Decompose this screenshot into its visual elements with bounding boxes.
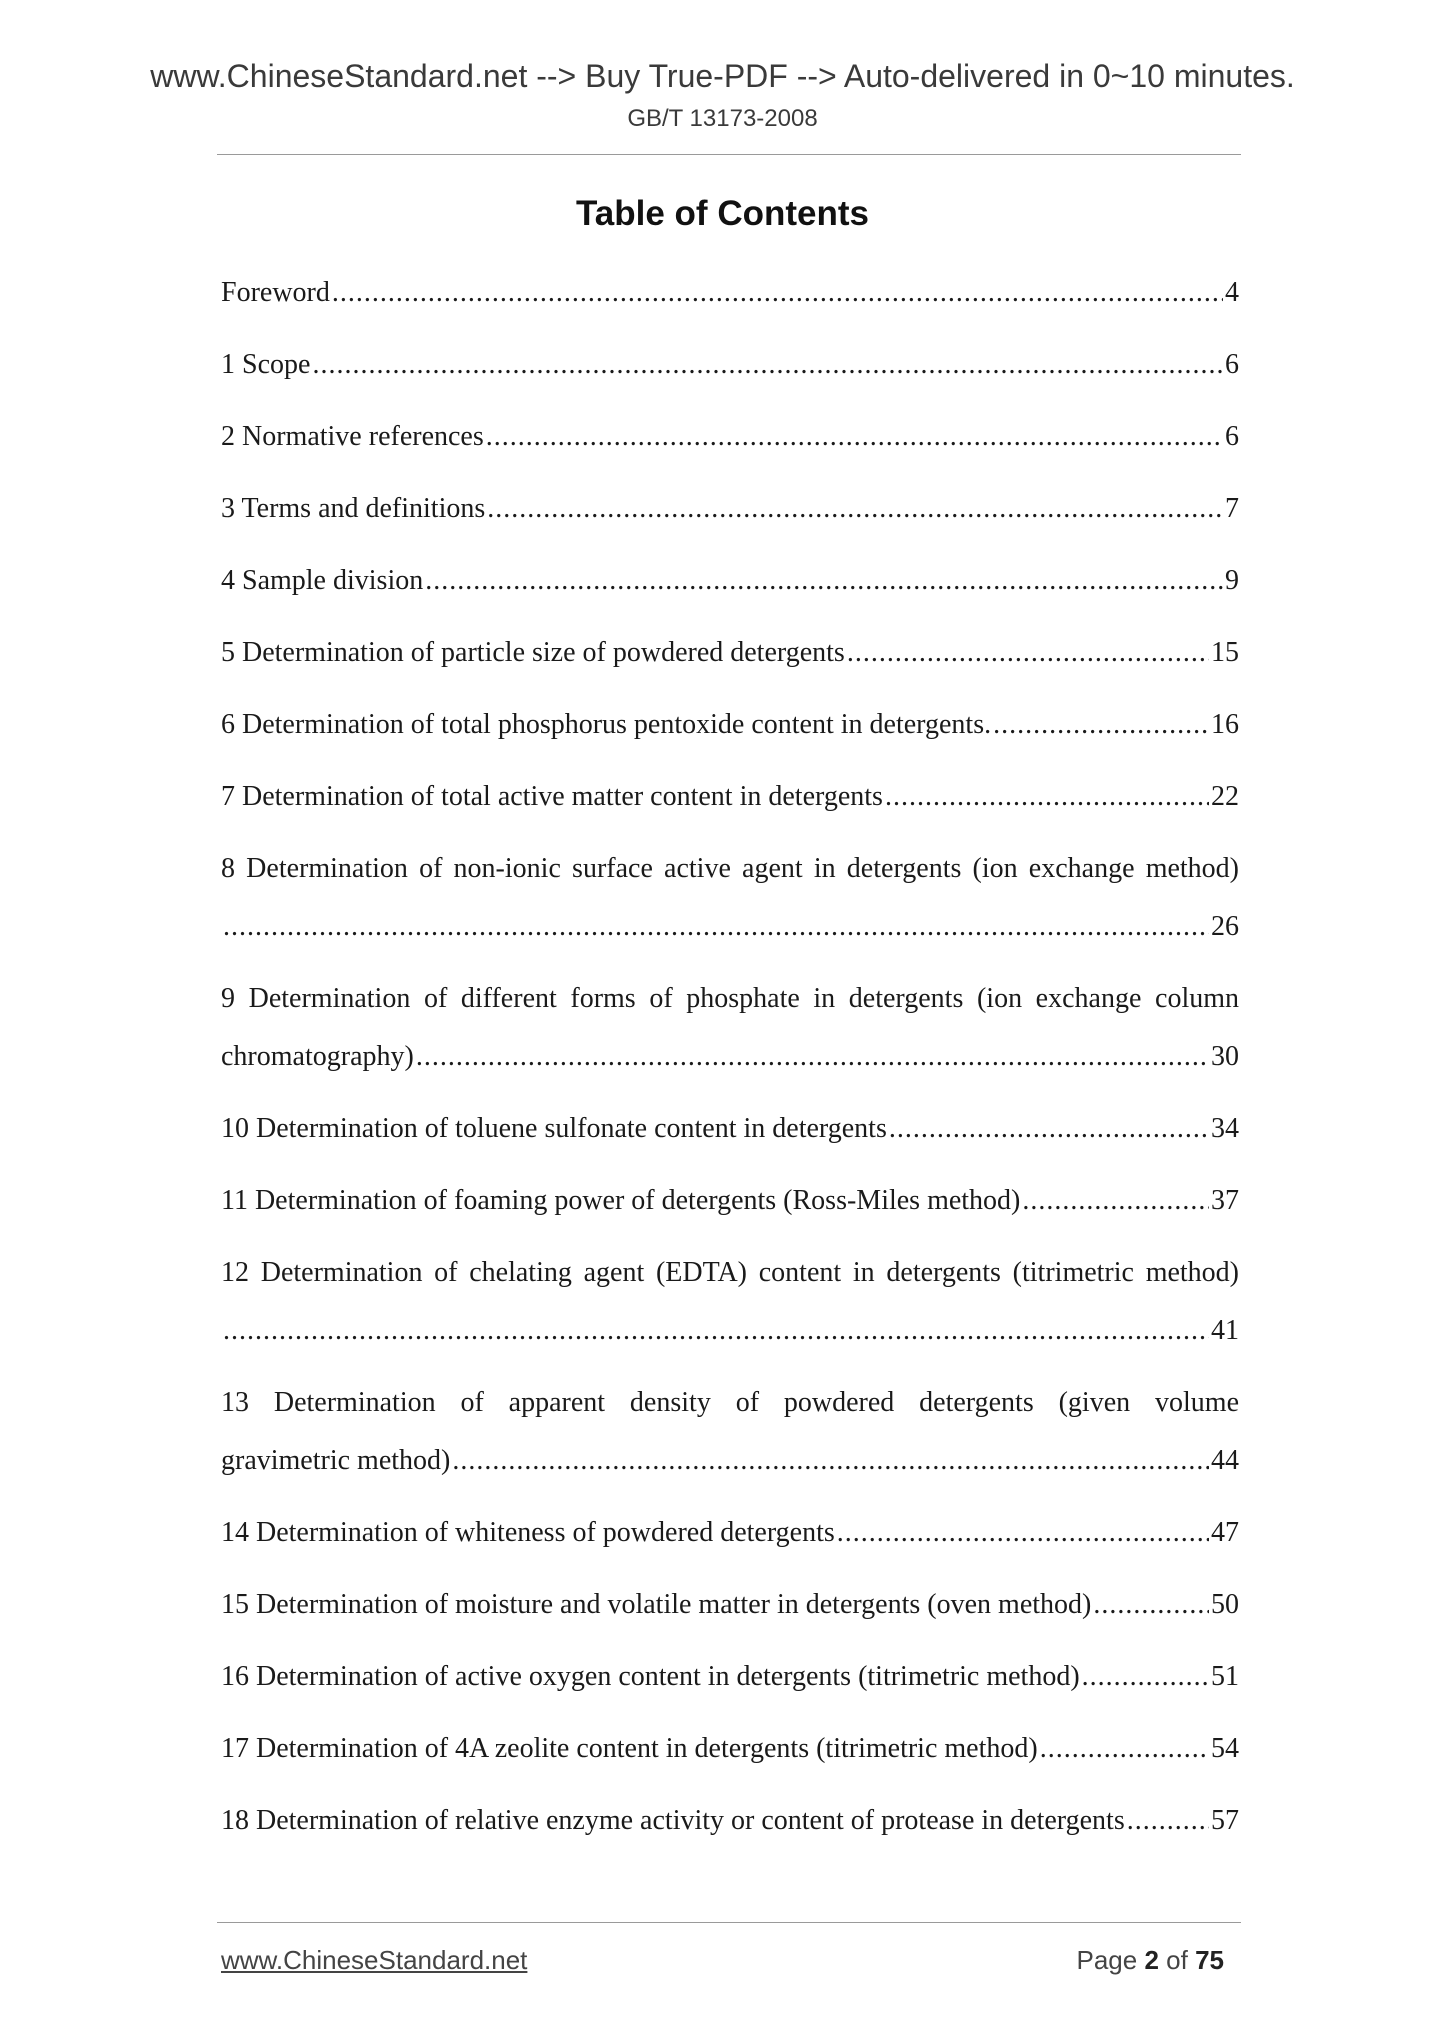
toc-entry[interactable] (221, 345, 1239, 403)
footer-divider (217, 1922, 1241, 1923)
dot-leader (452, 1441, 1209, 1481)
toc-entry-text-cont: chromatography) (221, 1041, 414, 1072)
page-current: 2 (1144, 1945, 1159, 1975)
toc-entry-text: 10 Determination of toluene sulfonate content in detergents (221, 1113, 887, 1144)
toc-entry[interactable] (221, 1657, 1239, 1715)
toc-entry-text: 1 Scope (221, 349, 311, 380)
toc-entry-text: 18 Determination of relative enzyme activity or content of protease in detergents (221, 1805, 1125, 1836)
dot-leader (993, 705, 1209, 745)
toc-entry-page: 34 (1211, 1113, 1239, 1144)
toc-entry-page: 6 (1225, 349, 1239, 380)
toc-entry-text: 13 Determination of apparent density of powdered detergents (given volume (221, 1387, 1239, 1418)
dot-leader (223, 1311, 1209, 1351)
toc-entry[interactable] (221, 633, 1239, 691)
toc-entry-text: Foreword (221, 277, 330, 308)
dot-leader (847, 633, 1209, 673)
toc-entry-page: 9 (1225, 565, 1239, 596)
toc-entry[interactable] (221, 705, 1239, 763)
dot-leader (487, 489, 1223, 529)
dot-leader (837, 1513, 1209, 1553)
toc-entry-text: 6 Determination of total phosphorus pentoxide content in detergents. (221, 709, 992, 740)
dot-leader (1093, 1585, 1209, 1625)
standard-id: GB/T 13173-2008 (627, 105, 818, 132)
toc-entry[interactable] (221, 1513, 1239, 1571)
toc-entry[interactable] (221, 273, 1239, 331)
dot-leader (885, 777, 1209, 817)
dot-leader (425, 561, 1223, 601)
toc-entry[interactable] (221, 1181, 1239, 1239)
dot-leader (889, 1109, 1209, 1149)
toc-entry[interactable] (221, 1109, 1239, 1167)
toc-entry-page: 4 (1225, 277, 1239, 308)
toc-entry[interactable] (221, 1585, 1239, 1643)
toc-entry-text: 12 Determination of chelating agent (EDTA) content in detergents (titrimetric method) (221, 1257, 1239, 1288)
toc-entry-text: 14 Determination of whiteness of powdered detergents (221, 1517, 835, 1548)
toc-entry-text: 17 Determination of 4A zeolite content in detergents (titrimetric method) (221, 1733, 1038, 1764)
header-banner: www.ChineseStandard.net --> Buy True-PDF --> Auto-delivered in 0~10 minutes. (150, 58, 1295, 94)
header-divider (217, 154, 1241, 155)
toc-entry-text: 9 Determination of different forms of phosphate in detergents (ion exchange column (221, 983, 1239, 1014)
toc-entry-page: 16 (1211, 709, 1239, 740)
page-total: 75 (1195, 1945, 1224, 1975)
toc-entry-text-cont: gravimetric method) (221, 1445, 451, 1476)
page-indicator (1076, 1944, 1224, 1976)
footer-site-link[interactable]: www.ChineseStandard.net (221, 1945, 528, 1975)
toc-entry-page: 15 (1211, 637, 1239, 668)
dot-leader (486, 417, 1223, 457)
toc-entry[interactable] (221, 489, 1239, 547)
dot-leader (1127, 1801, 1209, 1841)
dot-leader (312, 345, 1223, 385)
toc-entry-page: 54 (1211, 1733, 1239, 1764)
table-of-contents (221, 273, 1239, 1873)
toc-entry-text: 4 Sample division (221, 565, 424, 596)
toc-entry-page: 57 (1211, 1805, 1239, 1836)
page-prefix: Page (1076, 1945, 1138, 1975)
toc-entry-text: 2 Normative references (221, 421, 484, 452)
toc-entry-page: 44 (1211, 1445, 1239, 1476)
toc-entry-text: 3 Terms and definitions (221, 493, 486, 524)
toc-entry[interactable] (221, 777, 1239, 835)
toc-entry[interactable] (221, 979, 1239, 1095)
toc-entry[interactable] (221, 417, 1239, 475)
page-of: of (1166, 1945, 1188, 1975)
toc-entry-page: 50 (1211, 1589, 1239, 1620)
toc-entry[interactable] (221, 561, 1239, 619)
toc-entry-text: 11 Determination of foaming power of detergents (Ross-Miles method) (221, 1185, 1021, 1216)
toc-entry-page: 51 (1211, 1661, 1239, 1692)
toc-entry[interactable] (221, 1383, 1239, 1499)
dot-leader (1040, 1729, 1209, 1769)
toc-entry-text: 15 Determination of moisture and volatile matter in detergents (oven method) (221, 1589, 1092, 1620)
toc-entry-page: 30 (1211, 1041, 1239, 1072)
toc-entry-page: 26 (1211, 911, 1239, 942)
toc-entry-text: 8 Determination of non-ionic surface active agent in detergents (ion exchange method) (221, 853, 1239, 884)
toc-entry[interactable] (221, 1729, 1239, 1787)
toc-entry[interactable] (221, 1801, 1239, 1859)
toc-entry-page: 41 (1211, 1315, 1239, 1346)
toc-entry-page: 47 (1211, 1517, 1239, 1548)
toc-entry-page: 7 (1225, 493, 1239, 524)
dot-leader (332, 273, 1223, 313)
toc-entry-text: 16 Determination of active oxygen content in detergents (titrimetric method) (221, 1661, 1080, 1692)
page-title: Table of Contents (576, 194, 869, 233)
toc-entry-page: 22 (1211, 781, 1239, 812)
toc-entry[interactable] (221, 1253, 1239, 1369)
toc-entry-page: 37 (1211, 1185, 1239, 1216)
toc-entry-text: 7 Determination of total active matter content in detergents (221, 781, 883, 812)
dot-leader (416, 1037, 1209, 1077)
toc-entry-page: 6 (1225, 421, 1239, 452)
dot-leader (223, 907, 1209, 947)
toc-entry[interactable] (221, 849, 1239, 965)
dot-leader (1022, 1181, 1209, 1221)
dot-leader (1082, 1657, 1209, 1697)
toc-entry-text: 5 Determination of particle size of powdered detergents (221, 637, 845, 668)
